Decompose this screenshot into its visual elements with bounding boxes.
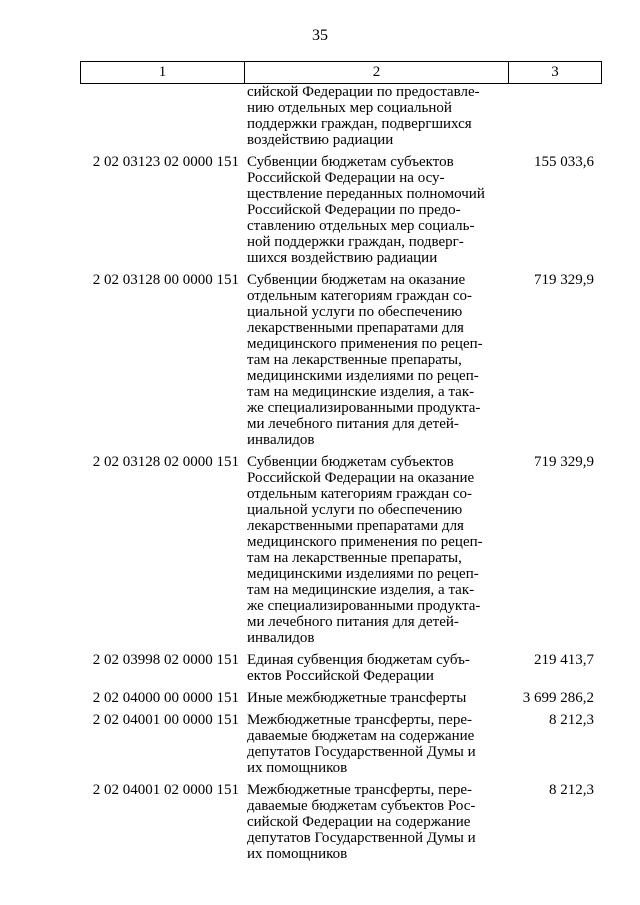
budget-code: 2 02 04001 02 0000 151 <box>92 782 239 798</box>
row-description: Иные межбюджетные трансферты <box>247 690 467 706</box>
table-row <box>80 712 602 776</box>
budget-code: 2 02 03123 02 0000 151 <box>92 154 239 170</box>
budget-code: 2 02 03128 02 0000 151 <box>92 454 239 470</box>
row-amount: 155 033,6 <box>534 154 594 170</box>
row-amount: 719 329,9 <box>534 454 594 470</box>
column-header-2: 2 <box>245 62 509 83</box>
row-description: сийской Федерации по предоставле- нию отдельных мер социальной поддержки граждан, подвергшихся воздействию радиации <box>247 84 480 148</box>
row-description: Субвенции бюджетам субъектов Российской Федерации на оказание отдельным категориям граждан со- циальной услуги по обеспечению лекарственными препаратами для медицинского применения по рецеп- там на лекарственные препараты, медицинскими изделиями по рецеп- там на медицинские изделия, а так- же специализированными продукта- ми лечебного питания для детей- инвалидов <box>247 454 483 646</box>
row-description: Субвенции бюджетам субъектов Российской Федерации на осу- ществление переданных полномочий Российской Федерации по предо- ставлению отдельных мер социаль- ной поддержки граждан, подверг- шихся воздействию радиации <box>247 154 485 266</box>
row-amount: 719 329,9 <box>534 272 594 288</box>
column-header-3: 3 <box>551 64 559 80</box>
table-body <box>80 84 602 868</box>
budget-code: 2 02 03128 00 0000 151 <box>92 272 239 288</box>
table-header <box>80 61 602 84</box>
row-amount: 8 212,3 <box>549 782 594 798</box>
budget-code: 2 02 04001 00 0000 151 <box>92 712 239 728</box>
budget-code: 2 02 04000 00 0000 151 <box>92 690 239 706</box>
table-row <box>80 652 602 684</box>
table-row <box>80 690 602 706</box>
budget-code: 2 02 03998 02 0000 151 <box>92 652 239 668</box>
row-description: Единая субвенция бюджетам субъ- ектов Российской Федерации <box>247 652 470 684</box>
row-description: Межбюджетные трансферты, пере- даваемые бюджетам субъектов Рос- сийской Федерации на содержание депутатов Государственной Думы и их помощников <box>247 782 476 862</box>
row-description: Субвенции бюджетам на оказание отдельным категориям граждан со- циальной услуги по обеспечению лекарственными препаратами для медицинского применения по рецеп- там на лекарственные препараты, медицинскими изделиями по рецеп- там на медицинские изделия, а так- же специализированными продукта- ми лечебного питания для детей- инвалидов <box>247 272 483 448</box>
page-number: 35 <box>312 27 328 44</box>
table-row <box>80 84 602 148</box>
row-amount: 219 413,7 <box>534 652 594 668</box>
table-row <box>80 154 602 266</box>
table-row <box>80 454 602 646</box>
row-amount: 8 212,3 <box>549 712 594 728</box>
row-description: Межбюджетные трансферты, пере- даваемые бюджетам на содержание депутатов Государственной Думы и их помощников <box>247 712 476 776</box>
table-row <box>80 782 602 862</box>
table-row <box>80 272 602 448</box>
budget-code <box>80 84 243 148</box>
column-header-1: 1 <box>81 62 245 83</box>
row-amount: 3 699 286,2 <box>522 690 594 706</box>
row-amount <box>492 84 600 148</box>
